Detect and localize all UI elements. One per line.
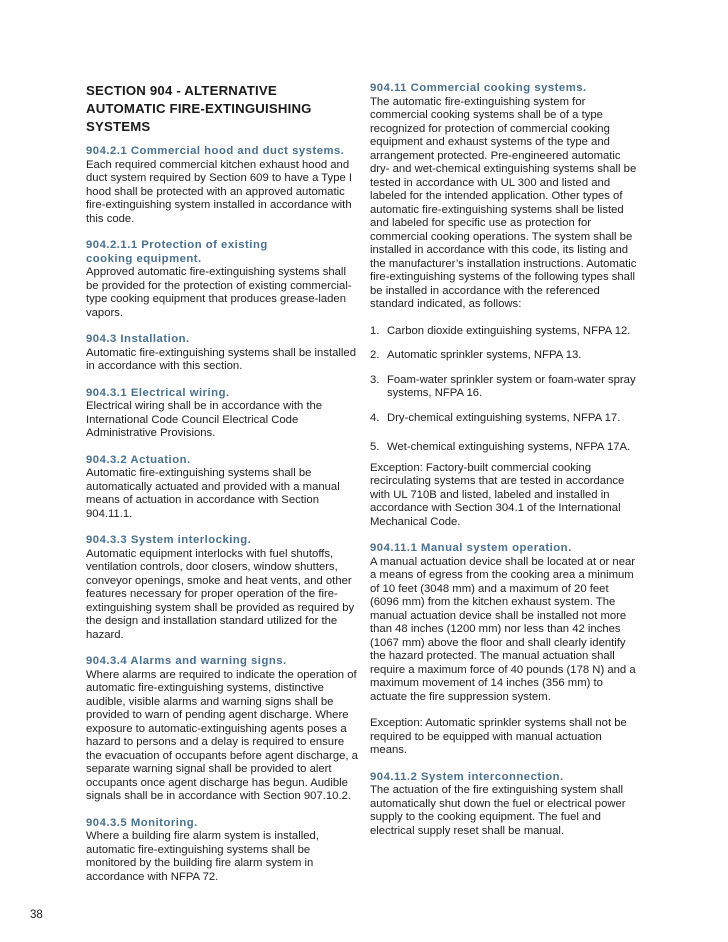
exception-text: Exception: Automatic sprinkler systems shall not be required to be equipped with manual actuation means. xyxy=(370,717,627,756)
section-text: Where alarms are required to indicate the operation of automatic fire-extinguishing systems, distinctive audible, visible alarms and warning signs shall be provided to warn of pending agent discharge. Where exposure to automatic-extinguishing agents poses a hazard to persons and a delay is required to ensure the evacuation of occupants before agent discharge, a separate warning signal shall be provided to alert occupants once agent discharge has begun. Audible signals shall be in accordance with Section 907.10.2. xyxy=(86,668,358,802)
section-text: A manual actuation device shall be located at or near a means of egress from the cooking area a minimum of 10 feet (3048 mm) and a maximum of 20 feet (6096 mm) from the kitchen exhaust system. The manual actuation device shall be installed not more than 48 inches (1200 mm) nor less than 42 inches (1067 mm) above the floor and shall clearly identify the hazard protected. The manual actuation shall require a maximum force of 40 pounds (178 N) and a maximum movement of 14 inches (356 mm) to actuate the fire suppression system. xyxy=(370,555,636,703)
section-heading: 904.3.1 Electrical wiring. xyxy=(86,386,230,399)
section-block xyxy=(86,387,358,441)
list-number: 1. xyxy=(370,324,380,337)
section-block xyxy=(86,534,358,642)
list-text: Foam-water sprinkler system or foam-water spray systems, NFPA 16. xyxy=(387,373,636,399)
list-text: Wet-chemical extinguishing systems, NFPA 17A. xyxy=(387,441,631,453)
page-number: 38 xyxy=(30,909,43,921)
list-item xyxy=(370,412,638,426)
section-heading: 904.11 Commercial cooking systems. xyxy=(370,82,587,94)
section-heading: 904.3.3 System interlocking. xyxy=(86,534,252,546)
section-text: Automatic fire-extinguishing systems shall be installed in accordance with this section. xyxy=(86,346,356,372)
section-text: Electrical wiring shall be in accordance with the International Code Council Electrical Code Administrative Provisions. xyxy=(86,400,323,439)
list-text: Automatic sprinkler systems, NFPA 13. xyxy=(387,349,582,361)
list-text: Carbon dioxide extinguishing systems, NFPA 12. xyxy=(387,324,631,337)
section-block xyxy=(86,333,358,374)
section-text: Automatic equipment interlocks with fuel shutoffs, ventilation controls, door closers, window shutters, conveyor openings, smoke and heat vents, and other features necessary for proper operation of the fire-extinguishing system shall be provided as required by the design and installation standard utilized for the hazard. xyxy=(86,547,355,641)
section-heading: 904.3 Installation. xyxy=(86,333,190,345)
list-number: 5. xyxy=(370,441,380,453)
section-block xyxy=(86,655,358,804)
section-heading: 904.2.1 Commercial hood and duct systems. xyxy=(86,145,345,157)
section-block xyxy=(370,82,638,312)
list-item xyxy=(370,374,638,401)
list-text: Dry-chemical extinguishing systems, NFPA 17. xyxy=(387,411,621,424)
section-heading: 904.11.2 System interconnection. xyxy=(370,770,564,783)
section-heading: 904.3.5 Monitoring. xyxy=(86,816,198,829)
exception-text: Exception: Factory-built commercial cooking recirculating systems that are tested in accordance with UL 710B and listed, labeled and installed in accordance with Section 304.1 of the International Mechanical Code. xyxy=(370,461,625,528)
section-title: SECTION 904 - ALTERNATIVE AUTOMATIC FIRE-EXTINGUISHING SYSTEMS xyxy=(86,83,312,134)
section-block xyxy=(370,771,638,839)
list-item xyxy=(370,349,638,363)
section-block xyxy=(370,542,638,704)
right-column xyxy=(370,82,638,851)
section-text: Approved automatic fire-extinguishing systems shall be provided for the protection of existing commercial-type cooking equipment that produces grease-laden vapors. xyxy=(86,266,352,319)
section-block xyxy=(86,239,358,320)
section-text: Where a building fire alarm system is installed, automatic fire-extinguishing systems shall be monitored by the building fire alarm system in accordance with NFPA 72. xyxy=(86,830,319,883)
standards-list xyxy=(370,325,638,455)
list-item xyxy=(370,441,638,455)
section-block xyxy=(86,145,358,226)
section-heading: 904.2.1.1 Protection of existing cooking equipment. xyxy=(86,239,268,265)
section-text: Each required commercial kitchen exhaust hood and duct system required by Section 609 to have a Type I hood shall be protected with an approved automatic fire-extinguishing system installed in accordance with this code. xyxy=(86,158,353,225)
section-block xyxy=(86,454,358,522)
list-number: 2. xyxy=(370,349,380,361)
section-heading: 904.3.4 Alarms and warning signs. xyxy=(86,655,287,667)
section-text: Automatic fire-extinguishing systems shall be automatically actuated and provided with a manual means of actuation in accordance with Section 904.11.1. xyxy=(86,467,340,520)
section-text: The automatic fire-extinguishing system for commercial cooking systems shall be of a type recognized for protection of commercial cooking equipment and exhaust systems of the type and arrangement protected. Pre-engineered automatic dry- and wet-chemical extinguishing systems shall be tested in accordance with UL 300 and listed and labeled for the intended application. Other types of automatic fire-extinguishing systems shall be listed and labeled for specific use as protection for commercial cooking operations. The system shall be installed in accordance with this code, its listing and the manufacturer’s installation instructions. Automatic fire-extinguishing systems of the following types shall be installed in accordance with the referenced standard indicated, as follows: xyxy=(370,95,637,310)
section-heading: 904.3.2 Actuation. xyxy=(86,453,191,466)
left-column xyxy=(86,82,358,897)
section-text: The actuation of the fire extinguishing system shall automatically shut down the fuel or electrical power supply to the cooking equipment. The fuel and electrical supply reset shall be manual. xyxy=(370,784,626,837)
list-item xyxy=(370,325,638,339)
section-block xyxy=(86,817,358,885)
section-heading: 904.11.1 Manual system operation. xyxy=(370,542,572,554)
list-number: 3. xyxy=(370,373,380,386)
list-number: 4. xyxy=(370,411,380,424)
